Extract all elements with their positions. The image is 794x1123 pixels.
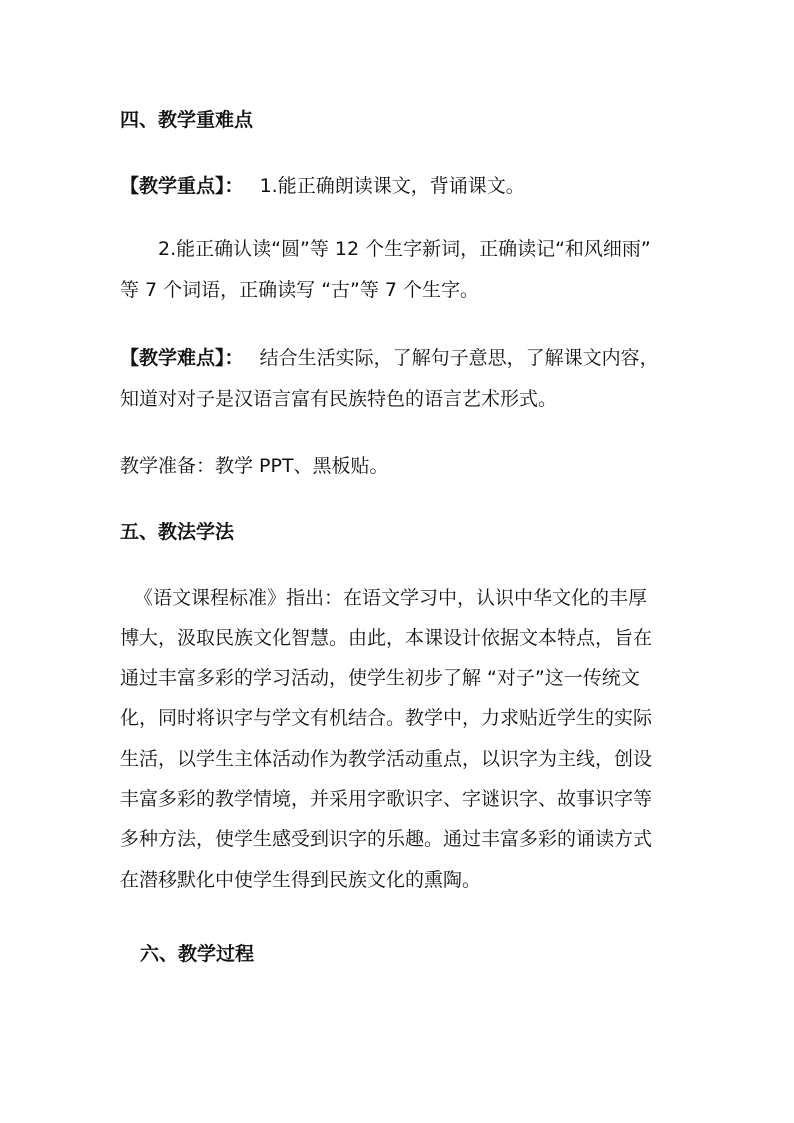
paragraph-line: 化，同时将识字与学文有机结合。教学中，力求贴近学生的实际 <box>120 707 653 729</box>
key-points-label: 【教学重点】： <box>120 175 244 197</box>
difficult-points-row <box>120 344 659 372</box>
paragraph-line: 《语文课程标准》指出：在语文学习中，认识中华文化的丰厚 <box>134 587 648 609</box>
difficult-points-label: 【教学难点】： <box>120 347 244 369</box>
teaching-preparation: 教学准备：教学 PPT、黑板贴。 <box>120 455 389 477</box>
paragraph-line: 在潜移默化中使学生得到民族文化的熏陶。 <box>120 869 482 891</box>
paragraph-line: 多种方法，使学生感受到识字的乐趣。通过丰富多彩的诵读方式 <box>120 828 653 850</box>
section4-heading: 四、教学重难点 <box>120 109 254 131</box>
paragraph-line: 丰富多彩的教学情境，并采用字歌识字、字谜识字、故事识字等 <box>120 788 653 810</box>
paragraph-line: 生活，以学生主体活动作为教学活动重点，以识字为主线，创设 <box>120 748 653 770</box>
key-points-row <box>120 172 525 200</box>
key-point-2-line1: 2.能正确认读“圆”等 12 个生字新词，正确读记“和风细雨” <box>158 238 651 260</box>
paragraph-line: 博大，汲取民族文化智慧。由此，本课设计依据文本特点，旨在 <box>120 627 653 649</box>
key-point-2-line2: 等 7 个词语，正确读写 “古”等 7 个生字。 <box>120 279 480 301</box>
paragraph-line: 通过丰富多彩的学习活动，使学生初步了解 “对子”这一传统文 <box>120 667 640 689</box>
key-point-1: 1.能正确朗读课文，背诵课文。 <box>259 175 525 197</box>
difficult-line2: 知道对对子是汉语言富有民族特色的语言艺术形式。 <box>120 388 558 410</box>
section5-heading: 五、教法学法 <box>120 521 235 543</box>
section6-heading: 六、教学过程 <box>140 943 255 965</box>
difficult-line1: 结合生活实际，了解句子意思，了解课文内容， <box>259 347 659 369</box>
